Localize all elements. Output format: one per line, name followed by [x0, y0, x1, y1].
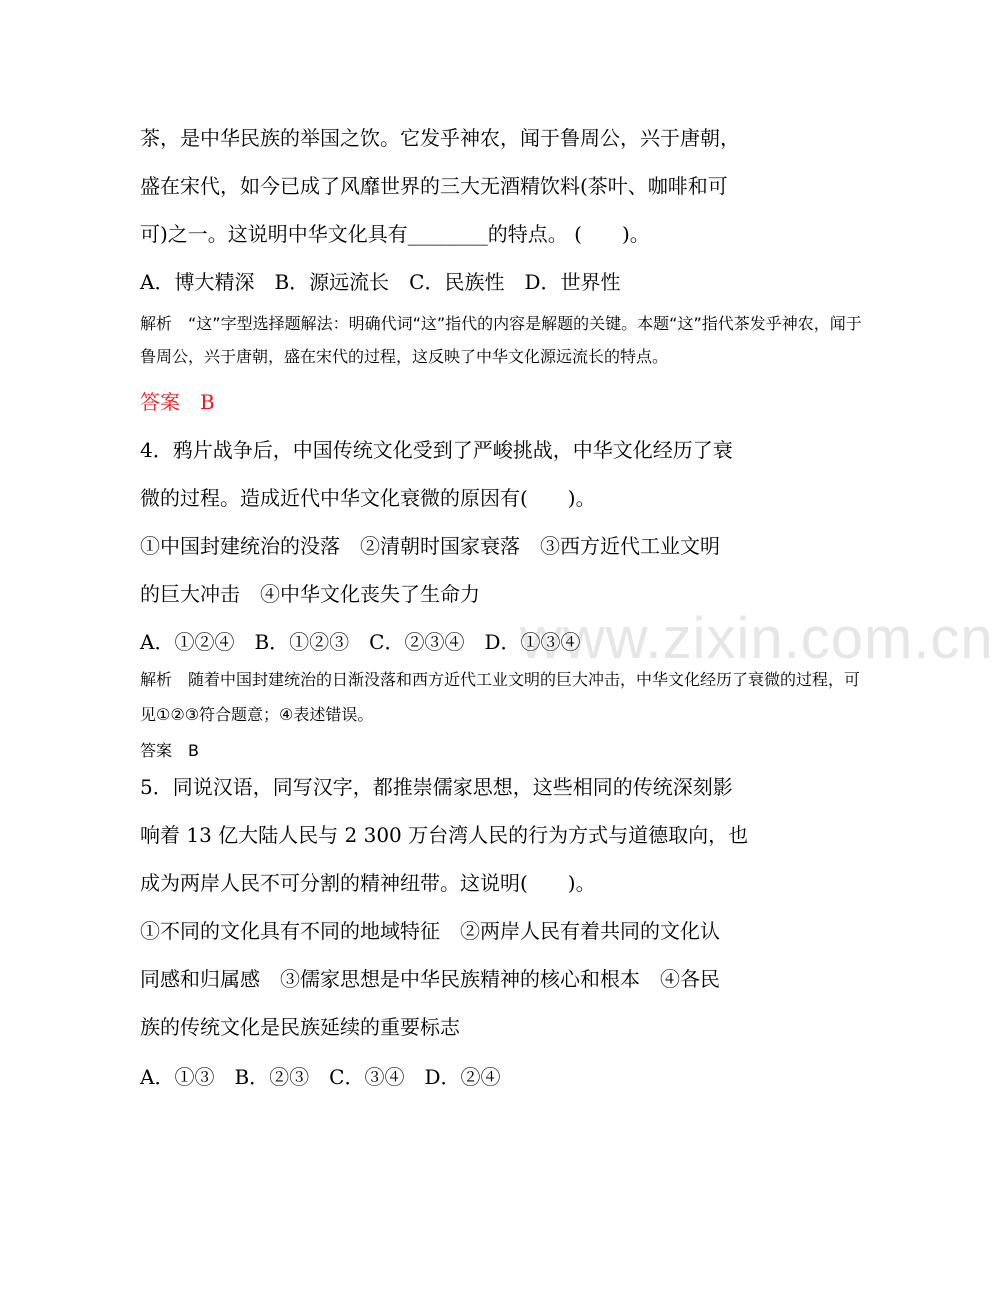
q3-stem-line-2: 盛在宋代，如今已成了风靡世界的三大无酒精饮料(茶叶、咖啡和可	[140, 174, 728, 198]
q5-item-line-1: ①不同的文化具有不同的地域特征 ②两岸人民有着共同的文化认	[140, 919, 720, 943]
q5-stem-line-2: 响着 13 亿大陆人民与 2 300 万台湾人民的行为方式与道德取向，也	[140, 823, 749, 847]
q4-answer: 答案 B	[140, 741, 199, 760]
q5-stem-line-3: 成为两岸人民不可分割的精神纽带。这说明( )。	[140, 871, 596, 895]
q3-stem-line-1: 茶，是中华民族的举国之饮。它发乎神农，闻于鲁周公，兴于唐朝，	[140, 126, 740, 150]
q3-options: A．博大精深 B．源远流长 C．民族性 D．世界性	[140, 270, 621, 294]
q5-item-line-2: 同感和归属感 ③儒家思想是中华民族精神的核心和根本 ④各民	[140, 967, 720, 991]
q4-item-line-2: 的巨大冲击 ④中华文化丧失了生命力	[140, 582, 480, 606]
q4-options: A．①②④ B．①②③ C．②③④ D．①③④	[140, 630, 581, 654]
q4-analysis-line-2: 见①②③符合题意；④表述错误。	[140, 705, 374, 724]
q5-stem-line-1: 5．同说汉语，同写汉字，都推崇儒家思想，这些相同的传统深刻影	[140, 775, 733, 799]
q5-options: A．①③ B．②③ C．③④ D．②④	[140, 1065, 501, 1089]
q4-stem-line-1: 4．鸦片战争后，中国传统文化受到了严峻挑战，中华文化经历了衰	[140, 438, 733, 462]
q4-analysis-line-1: 解析 随着中国封建统治的日渐没落和西方近代工业文明的巨大冲击，中华文化经历了衰微的过程，可	[140, 670, 861, 689]
q5-item-line-3: 族的传统文化是民族延续的重要标志	[140, 1015, 460, 1039]
q3-analysis-line-2: 鲁周公，兴于唐朝，盛在宋代的过程，这反映了中华文化源远流长的特点。	[140, 347, 669, 366]
watermark: www.zixin.com.cn	[520, 606, 994, 671]
q4-stem-line-2: 微的过程。造成近代中华文化衰微的原因有( )。	[140, 486, 596, 510]
q3-answer: 答案 B	[140, 390, 215, 414]
q3-analysis-line-1: 解析 “这”字型选择题解法：明确代词“这”指代的内容是解题的关键。本题“这”指代茶发乎神农，闻于	[140, 314, 862, 333]
q4-item-line-1: ①中国封建统治的没落 ②清朝时国家衰落 ③西方近代工业文明	[140, 534, 720, 558]
q3-stem-line-3: 可)之一。这说明中华文化具有________的特点。 ( )。	[140, 222, 650, 246]
